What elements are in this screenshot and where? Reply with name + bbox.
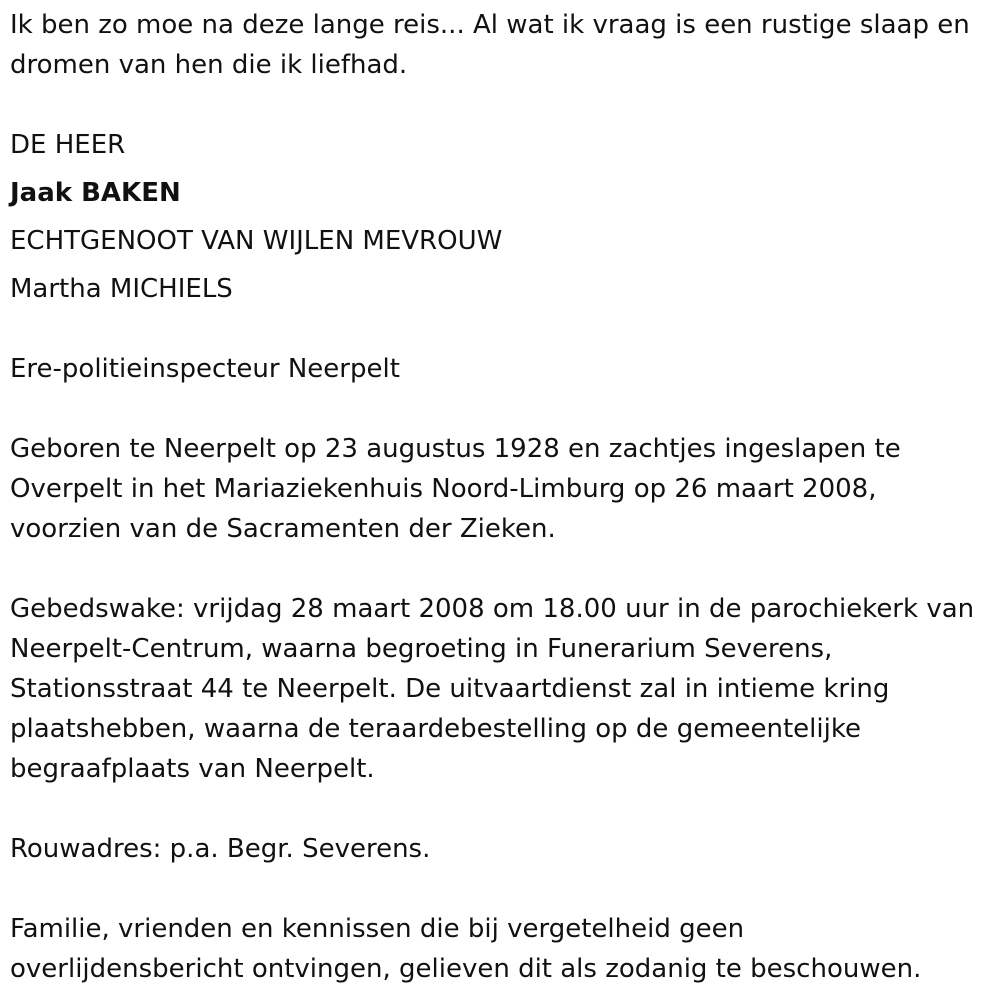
paragraph-line: begraafplaats van Neerpelt. — [10, 754, 375, 784]
motto-line: Ik ben zo moe na deze lange reis... Al wat ik vraag is een rustige slaap en — [10, 10, 970, 40]
paragraph-line: Familie, vrienden en kennissen die bij vergetelheid geen — [10, 914, 745, 944]
mourning-address: Rouwadres: p.a. Begr. Severens. — [10, 834, 431, 864]
paragraph-line: Overpelt in het Mariaziekenhuis Noord-Limburg op 26 maart 2008, — [10, 474, 877, 504]
paragraph-line: overlijdensbericht ontvingen, gelieven dit als zodanig te beschouwen. — [10, 954, 922, 984]
paragraph-line: Geboren te Neerpelt op 23 augustus 1928 en zachtjes ingeslapen te — [10, 434, 901, 464]
paragraph-line: Stationsstraat 44 te Neerpelt. De uitvaartdienst zal in intieme kring — [10, 674, 890, 704]
motto-line: dromen van hen die ik liefhad. — [10, 50, 408, 80]
honorific-title: DE HEER — [10, 130, 126, 160]
spouse-name: Martha MICHIELS — [10, 274, 233, 304]
notice-paragraph — [10, 909, 1000, 989]
paragraph-line: Neerpelt-Centrum, waarna begroeting in Funerarium Severens, — [10, 634, 833, 664]
paragraph-line: plaatshebben, waarna de teraardebestelling op de gemeentelijke — [10, 714, 861, 744]
paragraph-line: Gebedswake: vrijdag 28 maart 2008 om 18.00 uur in de parochiekerk van — [10, 594, 975, 624]
birth-death-paragraph — [10, 429, 1000, 549]
deceased-name: Jaak BAKEN — [10, 178, 181, 208]
occupation: Ere-politieinspecteur Neerpelt — [10, 354, 400, 384]
ceremony-paragraph — [10, 589, 1000, 789]
motto-block — [10, 5, 1000, 85]
paragraph-line: voorzien van de Sacramenten der Zieken. — [10, 514, 556, 544]
spouse-label: ECHTGENOOT VAN WIJLEN MEVROUW — [10, 226, 503, 256]
